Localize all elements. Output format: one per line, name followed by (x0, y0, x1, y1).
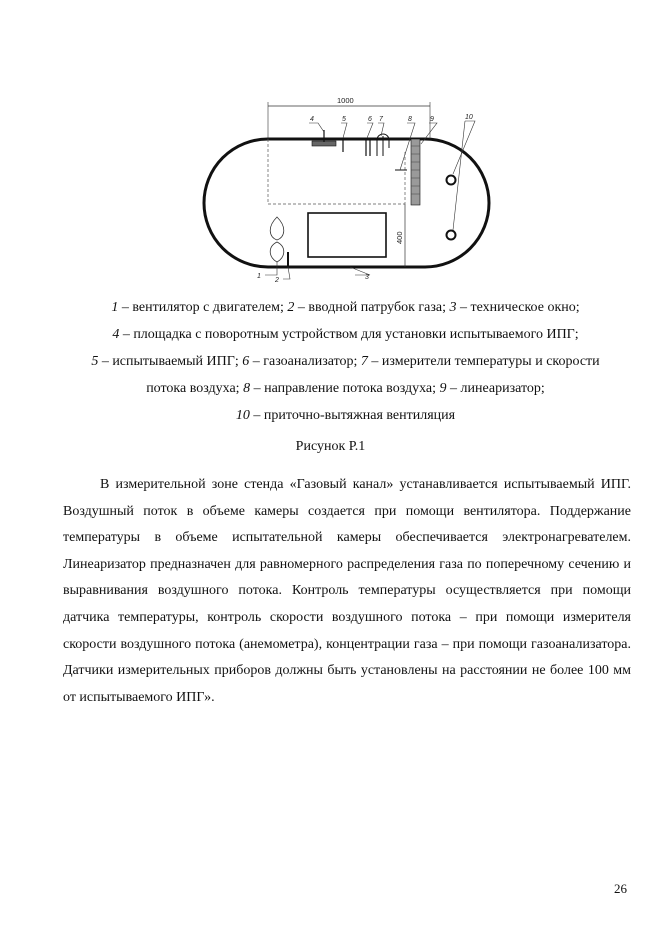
callout-2: 2 (275, 277, 279, 284)
ventilation-port-upper (447, 176, 456, 185)
legend-line-3: 5 – испытываемый ИПГ; 6 – газоанализатор; 7 – измерители температуры и скорости (91, 354, 600, 369)
callout-8: 8 (408, 116, 412, 123)
callout-4: 4 (310, 116, 314, 123)
lineariser (411, 139, 420, 205)
technical-window (308, 213, 386, 257)
body-paragraph: В измерительной зоне стенда «Газовый канал» устанавливается испытываемый ИПГ. Воздушный поток в объеме камеры создается при помощи вентилятора. Поддержание температуры в объеме испытательной камеры обеспечивается электронагревателем. Линеаризатор предназначен для равномерного распределения газа по поперечному сечению и выравнивания воздушного потока. Контроль температуры осуществляется при помощи датчика температуры, контроль скорости воздушного потока – при помощи измерителя скорости воздушного потока (анемометра), концентрации газа – при помощи газоанализатора. Датчики измерительных приборов должны быть установлены на расстоянии не более 100 мм от испытываемого ИПГ». (63, 477, 631, 705)
callout-5: 5 (342, 116, 346, 123)
dim-height-label: 400 (395, 231, 404, 244)
test-chamber-diagram (195, 92, 495, 292)
legend-line-2: 4 – площадка с поворотным устройством для установки испытываемого ИПГ; (112, 327, 579, 342)
callout-9: 9 (430, 116, 434, 123)
callout-1: 1 (257, 273, 261, 280)
dim-width-label: 1000 (337, 96, 354, 105)
legend-line-5: 10 – приточно-вытяжная вентиляция (235, 408, 456, 423)
chamber-outline (204, 139, 489, 267)
callout-10: 10 (465, 114, 473, 121)
page-number: 26 (614, 881, 627, 896)
ventilation-port-lower (447, 231, 456, 240)
figure-caption: Рисунок Р.1 (295, 439, 366, 454)
fan-blades (270, 217, 284, 262)
callout-3: 3 (365, 274, 369, 281)
figure-legend (40, 294, 651, 429)
legend-line-1: 1 – вентилятор с двигателем; 2 – вводной патрубок газа; 3 – техническое окно; (111, 300, 580, 315)
callout-6: 6 (368, 116, 372, 123)
callout-7: 7 (379, 116, 383, 123)
legend-line-4: потока воздуха; 8 – направление потока воздуха; 9 – линеаризатор; (146, 381, 545, 396)
